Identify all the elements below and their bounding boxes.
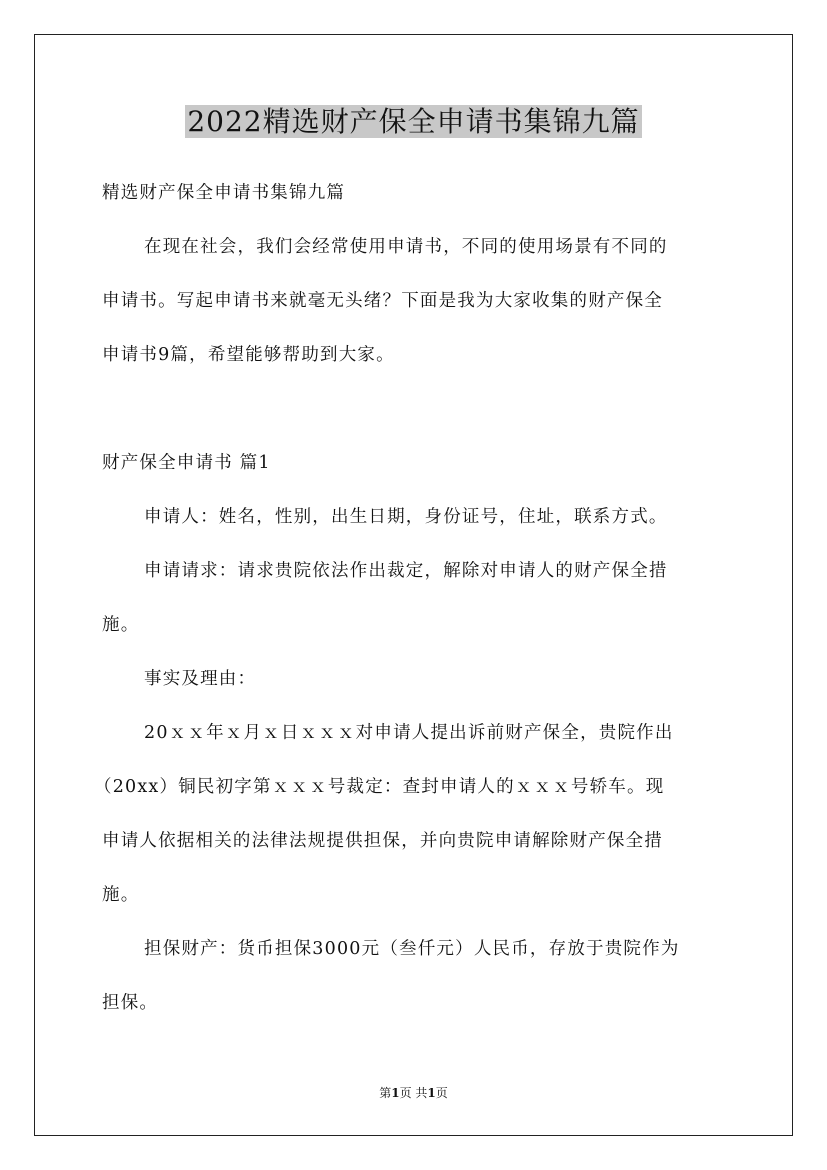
paragraph-line: 事实及理由： xyxy=(144,669,257,689)
paragraph-line: 施。 xyxy=(102,615,140,635)
subtitle-line: 精选财产保全申请书集锦九篇 xyxy=(102,183,346,203)
paragraph-line: 申请书9篇，希望能够帮助到大家。 xyxy=(102,345,395,365)
document-title-block xyxy=(0,100,827,144)
paragraph-line: 在现在社会，我们会经常使用申请书，不同的使用场景有不同的 xyxy=(144,237,668,257)
blank-line xyxy=(102,386,726,440)
page-number: 1 xyxy=(391,1086,400,1100)
section-heading: 财产保全申请书 篇1 xyxy=(102,453,271,473)
document-title: 2022精选财产保全申请书集锦九篇 xyxy=(187,105,640,138)
paragraph-line: 担保。 xyxy=(102,993,159,1013)
paragraph-line: 申请人依据相关的法律法规提供担保，并向贵院申请解除财产保全措 xyxy=(102,831,663,851)
paragraph-line: 申请书。写起申请书来就毫无头绪？下面是我为大家收集的财产保全 xyxy=(102,291,663,311)
document-body xyxy=(94,170,726,1034)
page-suffix: 页 xyxy=(435,1086,448,1100)
paragraph-line: 申请请求：请求贵院依法作出裁定，解除对申请人的财产保全措 xyxy=(144,561,668,581)
page-footer xyxy=(0,1084,827,1101)
page-mid: 页 共 xyxy=(399,1086,428,1100)
paragraph-line: （20xx）铜民初字第ｘｘｘ号裁定：查封申请人的ｘｘｘ号轿车。现 xyxy=(94,777,665,797)
paragraph-line: 担保财产：货币担保3000元（叁仟元）人民币，存放于贵院作为 xyxy=(144,939,680,959)
paragraph-line: 20ｘｘ年ｘ月ｘ日ｘｘｘ对申请人提出诉前财产保全，贵院作出 xyxy=(144,723,674,743)
page-total: 1 xyxy=(427,1086,436,1100)
paragraph-line: 施。 xyxy=(102,885,140,905)
paragraph-line: 申请人：姓名，性别，出生日期，身份证号，住址，联系方式。 xyxy=(144,507,668,527)
page-prefix: 第 xyxy=(379,1086,392,1100)
